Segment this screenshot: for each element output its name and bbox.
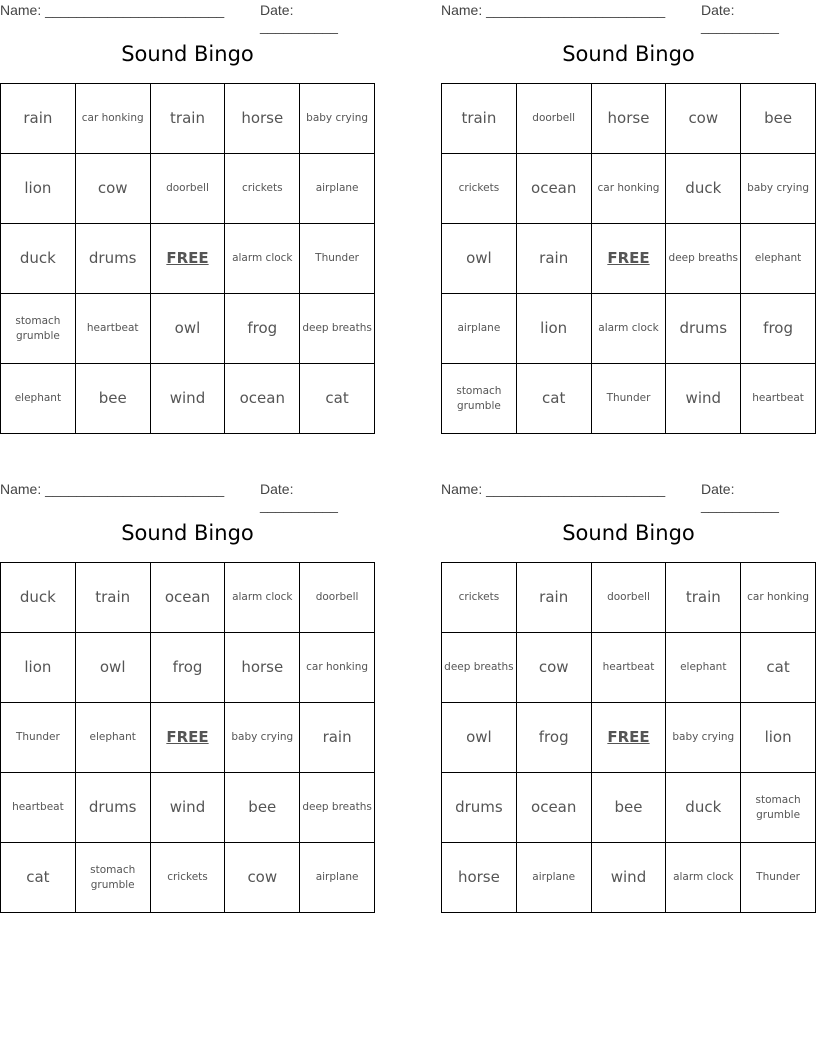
bingo-cell[interactable]: doorbell xyxy=(300,563,375,633)
bingo-card xyxy=(441,0,816,440)
bingo-cell[interactable]: wind xyxy=(666,364,741,434)
bingo-cell[interactable]: car honking xyxy=(741,563,816,633)
bingo-card xyxy=(0,479,375,919)
bingo-cell[interactable]: stomach grumble xyxy=(442,364,517,434)
bingo-cell[interactable]: horse xyxy=(592,84,667,154)
bingo-cell[interactable]: elephant xyxy=(1,364,76,434)
card-header xyxy=(441,0,816,34)
bingo-cell[interactable]: baby crying xyxy=(666,703,741,773)
bingo-cell[interactable]: train xyxy=(442,84,517,154)
bingo-cell[interactable]: duck xyxy=(1,563,76,633)
bingo-cell[interactable]: ocean xyxy=(225,364,300,434)
bingo-cell[interactable]: drums xyxy=(76,773,151,843)
bingo-cell[interactable]: horse xyxy=(225,633,300,703)
bingo-cell[interactable]: crickets xyxy=(442,154,517,224)
bingo-cell[interactable]: airplane xyxy=(300,843,375,913)
bingo-card xyxy=(441,479,816,919)
bingo-cell[interactable]: cat xyxy=(1,843,76,913)
bingo-cell[interactable]: alarm clock xyxy=(225,563,300,633)
bingo-cell[interactable]: ocean xyxy=(517,154,592,224)
bingo-cell[interactable]: Thunder xyxy=(741,843,816,913)
bingo-cell[interactable]: crickets xyxy=(225,154,300,224)
bingo-cell[interactable]: ocean xyxy=(517,773,592,843)
bingo-cell[interactable]: doorbell xyxy=(592,563,667,633)
bingo-cell[interactable]: deep breaths xyxy=(666,224,741,294)
bingo-cell[interactable]: duck xyxy=(1,224,76,294)
bingo-card xyxy=(0,0,375,440)
bingo-cell[interactable]: alarm clock xyxy=(666,843,741,913)
bingo-cell[interactable]: stomach grumble xyxy=(76,843,151,913)
bingo-cell[interactable]: lion xyxy=(1,154,76,224)
bingo-cell[interactable]: cow xyxy=(225,843,300,913)
bingo-cell[interactable]: bee xyxy=(225,773,300,843)
bingo-cell[interactable]: drums xyxy=(442,773,517,843)
bingo-cell[interactable]: rain xyxy=(517,224,592,294)
bingo-cell[interactable]: duck xyxy=(666,154,741,224)
bingo-cell[interactable]: rain xyxy=(300,703,375,773)
bingo-cell[interactable]: elephant xyxy=(76,703,151,773)
bingo-cell[interactable]: heartbeat xyxy=(76,294,151,364)
card-header xyxy=(0,0,375,34)
bingo-cell[interactable]: car honking xyxy=(592,154,667,224)
bingo-cell[interactable]: doorbell xyxy=(517,84,592,154)
bingo-cell[interactable]: airplane xyxy=(442,294,517,364)
bingo-cell[interactable]: duck xyxy=(666,773,741,843)
bingo-cell[interactable]: airplane xyxy=(517,843,592,913)
date-field-label[interactable]: Date: __________ xyxy=(260,481,338,513)
bingo-cell[interactable]: drums xyxy=(666,294,741,364)
card-header xyxy=(441,479,816,513)
bingo-cell[interactable]: baby crying xyxy=(741,154,816,224)
date-field-label[interactable]: Date: __________ xyxy=(701,2,779,34)
bingo-cell[interactable]: airplane xyxy=(300,154,375,224)
card-title: Sound Bingo xyxy=(121,521,254,545)
bingo-cell[interactable]: train xyxy=(666,563,741,633)
bingo-cell[interactable]: deep breaths xyxy=(442,633,517,703)
bingo-cell[interactable]: stomach grumble xyxy=(1,294,76,364)
name-field-label[interactable]: Name: _______________________ xyxy=(441,2,666,18)
bingo-cell[interactable]: baby crying xyxy=(225,703,300,773)
bingo-cell[interactable]: FREE xyxy=(151,703,226,773)
bingo-cell[interactable]: frog xyxy=(151,633,226,703)
bingo-cell[interactable]: FREE xyxy=(592,224,667,294)
bingo-cell[interactable]: horse xyxy=(442,843,517,913)
bingo-cell[interactable]: drums xyxy=(76,224,151,294)
bingo-cell[interactable]: cat xyxy=(741,633,816,703)
bingo-cell[interactable]: cat xyxy=(300,364,375,434)
bingo-cell[interactable]: bee xyxy=(76,364,151,434)
name-field-label[interactable]: Name: _______________________ xyxy=(0,481,225,497)
bingo-cell[interactable]: frog xyxy=(517,703,592,773)
bingo-cell[interactable]: heartbeat xyxy=(741,364,816,434)
date-field-label[interactable]: Date: __________ xyxy=(260,2,338,34)
bingo-cell[interactable]: wind xyxy=(151,773,226,843)
bingo-cell[interactable]: rain xyxy=(1,84,76,154)
bingo-cell[interactable]: alarm clock xyxy=(592,294,667,364)
bingo-cell[interactable]: train xyxy=(151,84,226,154)
bingo-cell[interactable]: alarm clock xyxy=(225,224,300,294)
bingo-grid xyxy=(441,83,816,434)
bingo-cell[interactable]: lion xyxy=(517,294,592,364)
bingo-cell[interactable]: deep breaths xyxy=(300,773,375,843)
bingo-grid xyxy=(0,83,375,434)
bingo-cell[interactable]: frog xyxy=(225,294,300,364)
bingo-cell[interactable]: heartbeat xyxy=(1,773,76,843)
card-header xyxy=(0,479,375,513)
name-field-label[interactable]: Name: _______________________ xyxy=(0,2,225,18)
bingo-cell[interactable]: train xyxy=(76,563,151,633)
bingo-cell[interactable]: wind xyxy=(592,843,667,913)
bingo-cell[interactable]: ocean xyxy=(151,563,226,633)
bingo-cell[interactable]: deep breaths xyxy=(300,294,375,364)
bingo-cell[interactable]: FREE xyxy=(592,703,667,773)
bingo-cell[interactable]: cow xyxy=(666,84,741,154)
bingo-cell[interactable]: baby crying xyxy=(300,84,375,154)
bingo-cell[interactable]: cat xyxy=(517,364,592,434)
bingo-cell[interactable]: crickets xyxy=(442,563,517,633)
bingo-cell[interactable]: lion xyxy=(1,633,76,703)
bingo-cell[interactable]: lion xyxy=(741,703,816,773)
bingo-grid xyxy=(0,562,375,913)
bingo-cell[interactable]: crickets xyxy=(151,843,226,913)
name-field-label[interactable]: Name: _______________________ xyxy=(441,481,666,497)
bingo-cell[interactable]: rain xyxy=(517,563,592,633)
bingo-cell[interactable]: elephant xyxy=(741,224,816,294)
bingo-cell[interactable]: FREE xyxy=(151,224,226,294)
bingo-cell[interactable]: horse xyxy=(225,84,300,154)
bingo-cell[interactable]: car honking xyxy=(300,633,375,703)
bingo-cell[interactable]: bee xyxy=(741,84,816,154)
bingo-cell[interactable]: Thunder xyxy=(1,703,76,773)
bingo-cell[interactable]: owl xyxy=(442,224,517,294)
card-title: Sound Bingo xyxy=(121,42,254,66)
bingo-cell[interactable]: cow xyxy=(517,633,592,703)
bingo-cell[interactable]: owl xyxy=(151,294,226,364)
bingo-cell[interactable]: owl xyxy=(442,703,517,773)
card-title: Sound Bingo xyxy=(562,521,695,545)
bingo-grid xyxy=(441,562,816,913)
bingo-cell[interactable]: Thunder xyxy=(592,364,667,434)
bingo-cell[interactable]: owl xyxy=(76,633,151,703)
bingo-cell[interactable]: heartbeat xyxy=(592,633,667,703)
bingo-cell[interactable]: wind xyxy=(151,364,226,434)
bingo-cell[interactable]: bee xyxy=(592,773,667,843)
bingo-cell[interactable]: car honking xyxy=(76,84,151,154)
bingo-cell[interactable]: Thunder xyxy=(300,224,375,294)
card-title: Sound Bingo xyxy=(562,42,695,66)
bingo-cell[interactable]: elephant xyxy=(666,633,741,703)
bingo-cell[interactable]: stomach grumble xyxy=(741,773,816,843)
date-field-label[interactable]: Date: __________ xyxy=(701,481,779,513)
bingo-cell[interactable]: doorbell xyxy=(151,154,226,224)
bingo-cell[interactable]: frog xyxy=(741,294,816,364)
bingo-cell[interactable]: cow xyxy=(76,154,151,224)
